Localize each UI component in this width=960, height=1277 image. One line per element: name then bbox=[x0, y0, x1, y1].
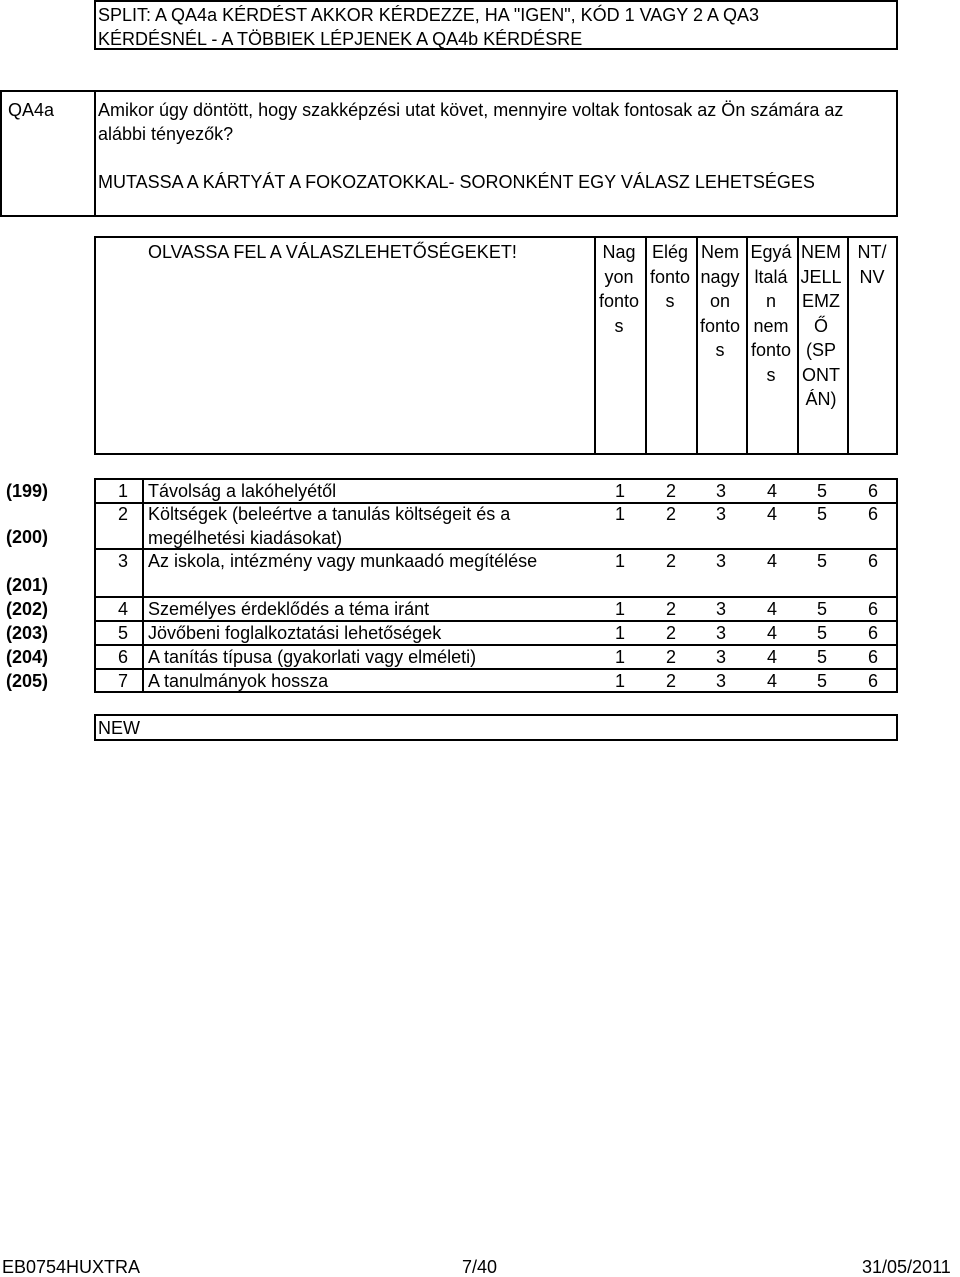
scale-option[interactable]: 6 bbox=[867, 481, 878, 501]
scale-option[interactable]: 3 bbox=[715, 599, 726, 619]
show-card-instruction: MUTASSA A KÁRTYÁT A FOKOZATOKKAL- SORONKÉNT EGY VÁLASZ LEHETSÉGES bbox=[98, 172, 815, 192]
scale-option[interactable]: 4 bbox=[766, 671, 777, 691]
column-header-fairly-important: Elég fonto s bbox=[649, 242, 691, 311]
scale-option[interactable]: 4 bbox=[766, 504, 777, 524]
scale-option[interactable]: 2 bbox=[665, 599, 676, 619]
scale-option[interactable]: 2 bbox=[665, 551, 676, 571]
scale-option[interactable]: 5 bbox=[816, 647, 827, 667]
scale-option[interactable]: 6 bbox=[867, 623, 878, 643]
scale-option[interactable]: 4 bbox=[766, 647, 777, 667]
scale-option[interactable]: 1 bbox=[614, 481, 625, 501]
row-label: Személyes érdeklődés a téma iránt bbox=[148, 599, 430, 619]
scale-option[interactable]: 6 bbox=[867, 647, 878, 667]
column-header-none-spontaneous: NEM JELL EMZ Ő (SP ONT ÁN) bbox=[800, 242, 842, 409]
question-text-box bbox=[94, 90, 898, 217]
scale-option[interactable]: 6 bbox=[867, 551, 878, 571]
scale-option[interactable]: 1 bbox=[614, 623, 625, 643]
row-label: A tanulmányok hossza bbox=[148, 671, 329, 691]
scale-option[interactable]: 2 bbox=[665, 671, 676, 691]
row-number: 7 bbox=[118, 671, 129, 691]
row-number: 4 bbox=[118, 599, 129, 619]
scale-option[interactable]: 5 bbox=[816, 671, 827, 691]
scale-option[interactable]: 2 bbox=[665, 647, 676, 667]
scale-option[interactable]: 4 bbox=[766, 551, 777, 571]
scale-option[interactable]: 1 bbox=[614, 504, 625, 524]
scale-option[interactable]: 5 bbox=[816, 481, 827, 501]
row-number: 5 bbox=[118, 623, 129, 643]
new-label-box bbox=[94, 714, 898, 741]
scale-option[interactable]: 3 bbox=[715, 647, 726, 667]
row-label: Költségek (beleértve a tanulás költségeit és a bbox=[148, 504, 511, 524]
column-header-dk-na: NT/ NV bbox=[857, 242, 887, 287]
new-label: NEW bbox=[98, 718, 140, 738]
scale-option[interactable]: 5 bbox=[816, 599, 827, 619]
footer-page-number: 7/40 bbox=[462, 1257, 498, 1277]
row-number: 3 bbox=[118, 551, 129, 571]
variable-code: (201) bbox=[6, 575, 49, 595]
scale-option[interactable]: 2 bbox=[665, 504, 676, 524]
split-instruction-line2: KÉRDÉSNÉL - A TÖBBIEK LÉPJENEK A QA4b KÉRDÉSRE bbox=[98, 29, 583, 49]
column-header-not-at-all-important: Egyá ltalá n nem fonto s bbox=[750, 242, 792, 385]
column-header-very-important: Nag yon fonto s bbox=[598, 242, 640, 336]
scale-option[interactable]: 6 bbox=[867, 671, 878, 691]
items-number-divider bbox=[142, 478, 144, 693]
split-instruction-box bbox=[94, 0, 898, 50]
scale-option[interactable]: 3 bbox=[715, 551, 726, 571]
scale-option[interactable]: 2 bbox=[665, 623, 676, 643]
question-text-line2: alábbi tényezők? bbox=[98, 124, 234, 144]
scale-option[interactable]: 3 bbox=[715, 504, 726, 524]
scale-option[interactable]: 3 bbox=[715, 481, 726, 501]
scale-option[interactable]: 1 bbox=[614, 647, 625, 667]
row-label-continued: megélhetési kiadásokat) bbox=[148, 528, 343, 548]
question-text-line1: Amikor úgy döntött, hogy szakképzési utat követ, mennyire voltak fontosak az Ön számára az bbox=[98, 100, 844, 120]
scale-option[interactable]: 1 bbox=[614, 551, 625, 571]
row-label: Távolság a lakóhelyétől bbox=[148, 481, 337, 501]
question-id: QA4a bbox=[8, 100, 55, 120]
scale-option[interactable]: 3 bbox=[715, 671, 726, 691]
scale-option[interactable]: 6 bbox=[867, 599, 878, 619]
scale-option[interactable]: 5 bbox=[816, 623, 827, 643]
column-header-not-very-important: Nem nagy on fonto s bbox=[699, 242, 741, 360]
scale-option[interactable]: 4 bbox=[766, 481, 777, 501]
footer-doc-code: EB0754HUXTRA bbox=[2, 1257, 141, 1277]
row-number: 1 bbox=[118, 481, 129, 501]
variable-code: (200) bbox=[6, 527, 49, 547]
read-out-instruction: OLVASSA FEL A VÁLASZLEHETŐSÉGEKET! bbox=[148, 242, 517, 262]
row-label: Az iskola, intézmény vagy munkaadó megítélése bbox=[148, 551, 538, 571]
question-id-box bbox=[0, 90, 96, 217]
scale-option[interactable]: 4 bbox=[766, 623, 777, 643]
scale-option[interactable]: 1 bbox=[614, 599, 625, 619]
scale-option[interactable]: 6 bbox=[867, 504, 878, 524]
row-label: Jövőbeni foglalkoztatási lehetőségek bbox=[148, 623, 442, 643]
scale-option[interactable]: 3 bbox=[715, 623, 726, 643]
row-label: A tanítás típusa (gyakorlati vagy elméleti) bbox=[148, 647, 477, 667]
row-number: 2 bbox=[118, 504, 129, 524]
variable-code: (199) bbox=[6, 481, 49, 501]
split-instruction-line1: SPLIT: A QA4a KÉRDÉST AKKOR KÉRDEZZE, HA "IGEN", KÓD 1 VAGY 2 A QA3 bbox=[98, 5, 760, 25]
scale-option[interactable]: 5 bbox=[816, 504, 827, 524]
variable-code: (203) bbox=[6, 623, 49, 643]
footer-date: 31/05/2011 bbox=[862, 1257, 951, 1277]
variable-code: (202) bbox=[6, 599, 49, 619]
variable-code: (205) bbox=[6, 671, 49, 691]
scale-option[interactable]: 2 bbox=[665, 481, 676, 501]
variable-code: (204) bbox=[6, 647, 49, 667]
scale-option[interactable]: 1 bbox=[614, 671, 625, 691]
row-number: 6 bbox=[118, 647, 129, 667]
scale-option[interactable]: 5 bbox=[816, 551, 827, 571]
scale-option[interactable]: 4 bbox=[766, 599, 777, 619]
